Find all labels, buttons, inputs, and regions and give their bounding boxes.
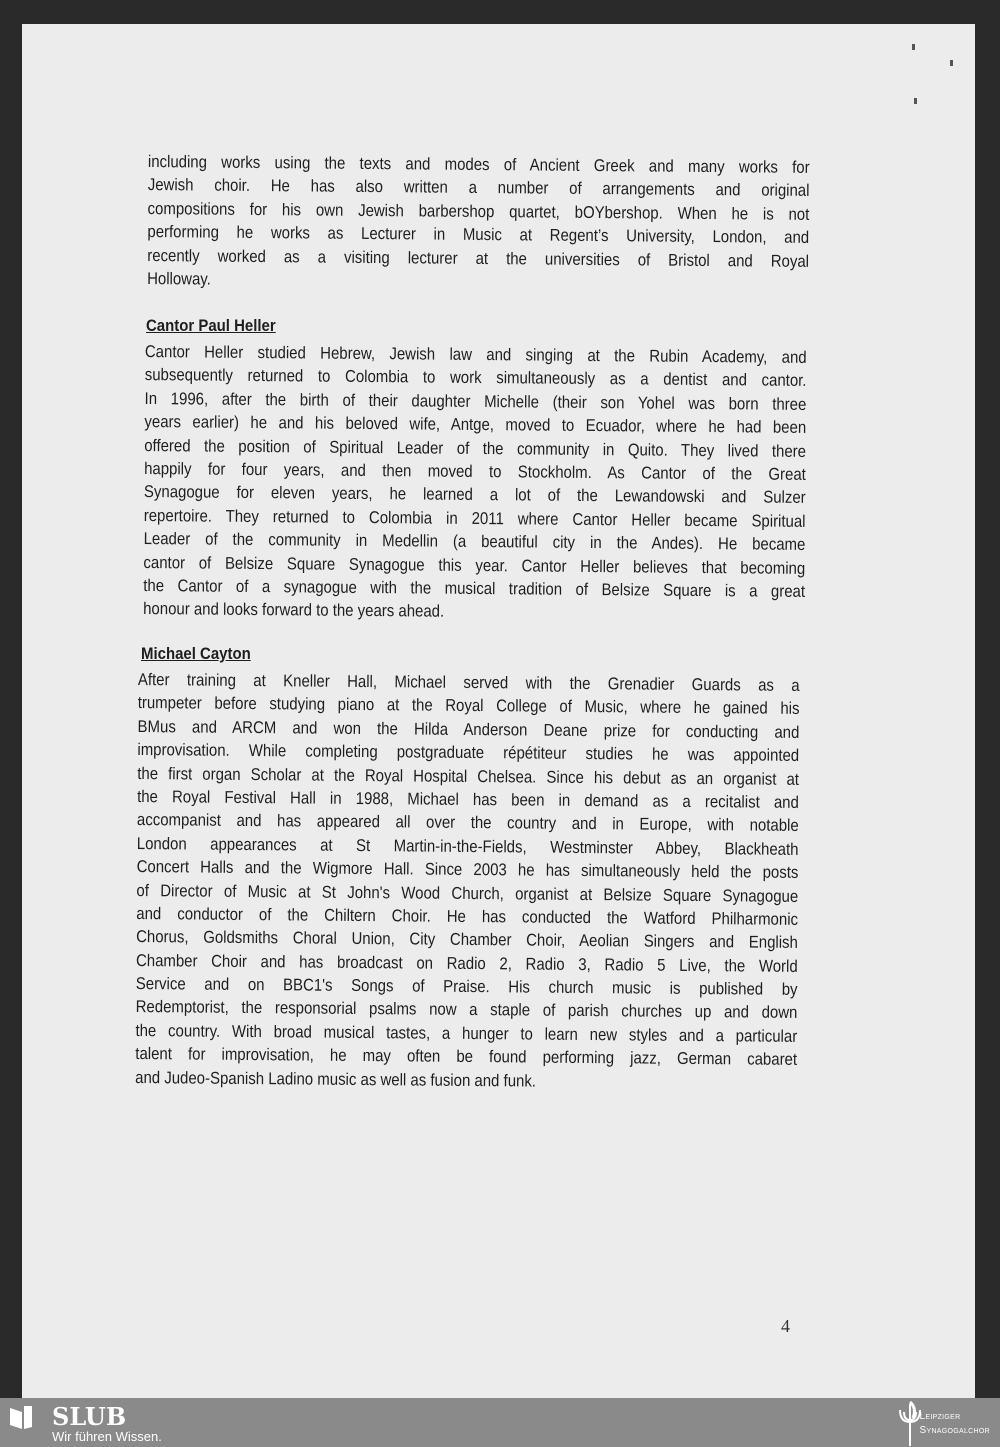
text-line: Service and on BBC1's Songs of Praise. His church music is published by (135, 974, 798, 999)
text-line: happily for four years, and then moved to Stockholm. As Cantor of the Great (144, 458, 806, 484)
footer-bar (0, 1398, 1000, 1447)
text-line: and Judeo-Spanish Ladino music as well as fusion and funk. (135, 1067, 537, 1091)
text-line: offered the position of Spiritual Leader of the community in Quito. They lived there (144, 435, 807, 461)
text-line: recently worked as a visiting lecturer at the universities of Bristol and Royal (147, 245, 810, 271)
paragraph-paul-heller (143, 340, 807, 627)
text-line: years earlier) he and his beloved wife, Antge, moved to Ecuador, where he had been (144, 412, 807, 438)
heading-cantor-paul-heller: Cantor Paul Heller (146, 316, 276, 335)
text-line: In 1996, after the birth of their daughter Michelle (their son Yohel was born three (144, 388, 807, 414)
text-line: accompanist and has appeared all over the country and in Europe, with notable (136, 810, 799, 836)
text-line: compositions for his own Jewish barbershop quartet, bOYbershop. When he is not (147, 198, 810, 224)
text-line: Chamber Choir and has broadcast on Radio 2, Radio 3, Radio 5 Live, the World (135, 950, 798, 976)
slub-tagline: Wir führen Wissen. (52, 1429, 162, 1444)
paragraph-michael-cayton (135, 668, 800, 1095)
scan-mark (950, 60, 953, 66)
text-line: improvisation. While completing postgraduate répétiteur studies he was appointed (137, 740, 800, 766)
text-line: BMus and ARCM and won the Hilda Anderson Deane prize for conducting and (137, 716, 800, 742)
text-line: the Royal Festival Hall in 1988, Michael has been in demand as a recitalist and (137, 786, 799, 812)
partner-line1: Leipziger (919, 1411, 961, 1422)
text-line: Concert Halls and the Wigmore Hall. Since 2003 he has simultaneously held the posts (136, 857, 799, 883)
text-line: Cantor Heller studied Hebrew, Jewish law and singing at the Rubin Academy, and (144, 341, 807, 367)
text-line: Synagogue for eleven years, he learned a lot of the Lewandowski and Sulzer (143, 482, 806, 508)
text-line: talent for improvisation, he may often be found performing jazz, German cabaret (135, 1044, 798, 1070)
text-line: Leader of the community in Medellin (a beautiful city in the Andes). He became (143, 529, 806, 555)
text-line: Holloway. (147, 268, 211, 289)
scan-mark (914, 98, 917, 104)
scan-mark (912, 44, 915, 50)
text-line: the country. With broad musical tastes, a hunger to learn new styles and a particular (135, 1020, 798, 1046)
text-line: trumpeter before studying piano at the Royal College of Music, where he gained his (137, 693, 800, 719)
text-line: Redemptorist, the responsorial psalms now a staple of parish churches up and down (135, 997, 798, 1023)
text-line: subsequently returned to Colombia to work simultaneously as a dentist and cantor. (144, 365, 807, 391)
partner-logo-text (920, 1410, 990, 1438)
text-line: London appearances at St Martin-in-the-Fields, Westminster Abbey, Blackheath (136, 833, 799, 859)
text-line: After training at Kneller Hall, Michael served with the Grenadier Guards as a (137, 669, 800, 695)
text-line: of Director of Music at St John's Wood Church, organist at Belsize Square Synagogue (136, 880, 799, 906)
text-line: the Cantor of a synagogue with the musical tradition of Belsize Square is a great (143, 575, 806, 601)
partner-line2: Synagogalchor (919, 1425, 990, 1436)
text-line: cantor of Belsize Square Synagogue this year. Cantor Heller believes that becoming (143, 552, 806, 578)
text-line: the first organ Scholar at the Royal Hospital Chelsea. Since his debut as an organist at (137, 763, 800, 789)
text-line: Chorus, Goldsmiths Choral Union, City Chamber Choir, Aeolian Singers and English (136, 927, 798, 953)
text-line: performing he works as Lecturer in Music at Regent’s University, London, and (147, 222, 810, 248)
page-number: 4 (781, 1316, 790, 1336)
paragraph-intro (147, 150, 810, 296)
text-line: honour and looks forward to the years ahead. (143, 599, 445, 621)
text-line: Jewish choir. He has also written a number of arrangements and original (147, 175, 810, 201)
text-line: and conductor of the Chiltern Choir. He has conducted the Watford Philharmonic (136, 903, 799, 929)
slub-logo-text: SLUB (52, 1402, 127, 1431)
slub-book-icon (8, 1404, 34, 1430)
text-line: repertoire. They returned to Colombia in 2011 where Cantor Heller became Spiritual (143, 505, 806, 531)
heading-michael-cayton: Michael Cayton (141, 644, 251, 663)
text-line: including works using the texts and modes of Ancient Greek and many works for (147, 151, 810, 177)
